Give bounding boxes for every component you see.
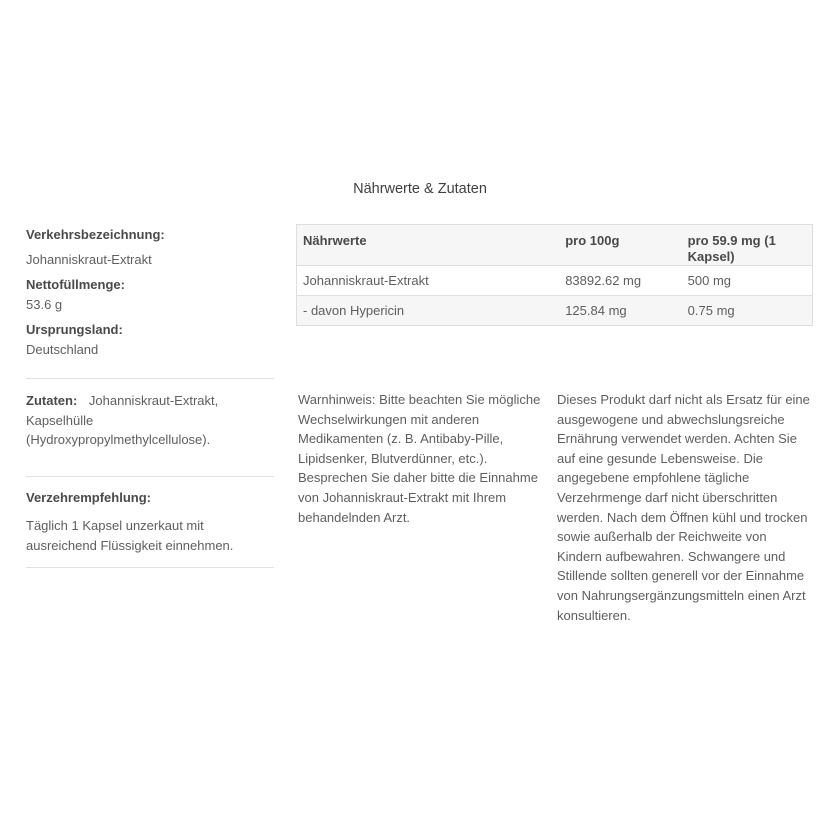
- dosage: [26, 489, 276, 555]
- notice-text: Dieses Produkt darf nicht als Ersatz für eine ausgewogene und abwechslungsreiche Ernährung verwendet werden. Achten Sie auf eine gesunde Lebensweise. Die angegebene empfohlene tägliche Verzehrmenge darf nicht überschritten werden. Nach dem Öffnen kühl und trocken sowie außerhalb der Reichweite von Kindern aufbewahren. Schwangere und Stillende sollten generell vor der Einnahme von Nahrungsergänzungsmitteln einen Arzt konsultieren.: [557, 392, 810, 623]
- divider: [26, 476, 274, 477]
- header-per-capsule: pro 59.9 mg (1 Kapsel): [682, 225, 813, 266]
- ingredients: [26, 391, 276, 450]
- designation-label: Verkehrsbezeichnung:: [26, 227, 165, 242]
- header-nutrient: Nährwerte: [297, 225, 560, 266]
- cell-per-100g: 125.84 mg: [559, 296, 681, 326]
- cell-per-100g: 83892.62 mg: [559, 266, 681, 296]
- designation-item: [26, 226, 274, 269]
- ingredients-label: Zutaten:: [26, 393, 78, 408]
- cell-nutrient: Johanniskraut-Extrakt: [297, 266, 560, 296]
- designation-value: Johanniskraut-Extrakt: [26, 252, 152, 267]
- cell-per-capsule: 500 mg: [682, 266, 813, 296]
- net-quantity-item: [26, 276, 274, 314]
- table-row: [297, 296, 813, 326]
- section-title: Nährwerte & Zutaten: [353, 181, 487, 197]
- origin-value: Deutschland: [26, 342, 99, 357]
- net-quantity-value: 53.6 g: [26, 297, 63, 312]
- cell-per-capsule: 0.75 mg: [682, 296, 813, 326]
- header-per-100g: pro 100g: [559, 225, 681, 266]
- table-row: [297, 266, 813, 296]
- divider: [26, 378, 274, 379]
- nutrition-table: [296, 224, 813, 326]
- origin-item: [26, 321, 274, 359]
- cell-nutrient: - davon Hypericin: [297, 296, 560, 326]
- warning-text: Warnhinweis: Bitte beachten Sie mögliche Wechselwirkungen mit anderen Medikamenten (z. B. Antibaby-Pille, Lipidsenker, Blutverdünner, etc.). Besprechen Sie daher bitte die Einnahme von Johanniskraut-Extrakt mit Ihrem behandelnden Arzt.: [298, 392, 541, 525]
- product-info: [26, 226, 274, 359]
- table-header-row: [297, 225, 813, 266]
- origin-label: Ursprungsland:: [26, 322, 123, 337]
- ingredients-value: Johanniskraut-Extrakt, Kapselhülle (Hydroxypropylmethylcellulose).: [26, 393, 219, 448]
- dosage-value: Täglich 1 Kapsel unzerkaut mit ausreichend Flüssigkeit einnehmen.: [26, 518, 234, 553]
- dosage-label: Verzehrempfehlung:: [26, 490, 151, 505]
- divider: [26, 567, 274, 568]
- net-quantity-label: Nettofüllmenge:: [26, 277, 125, 292]
